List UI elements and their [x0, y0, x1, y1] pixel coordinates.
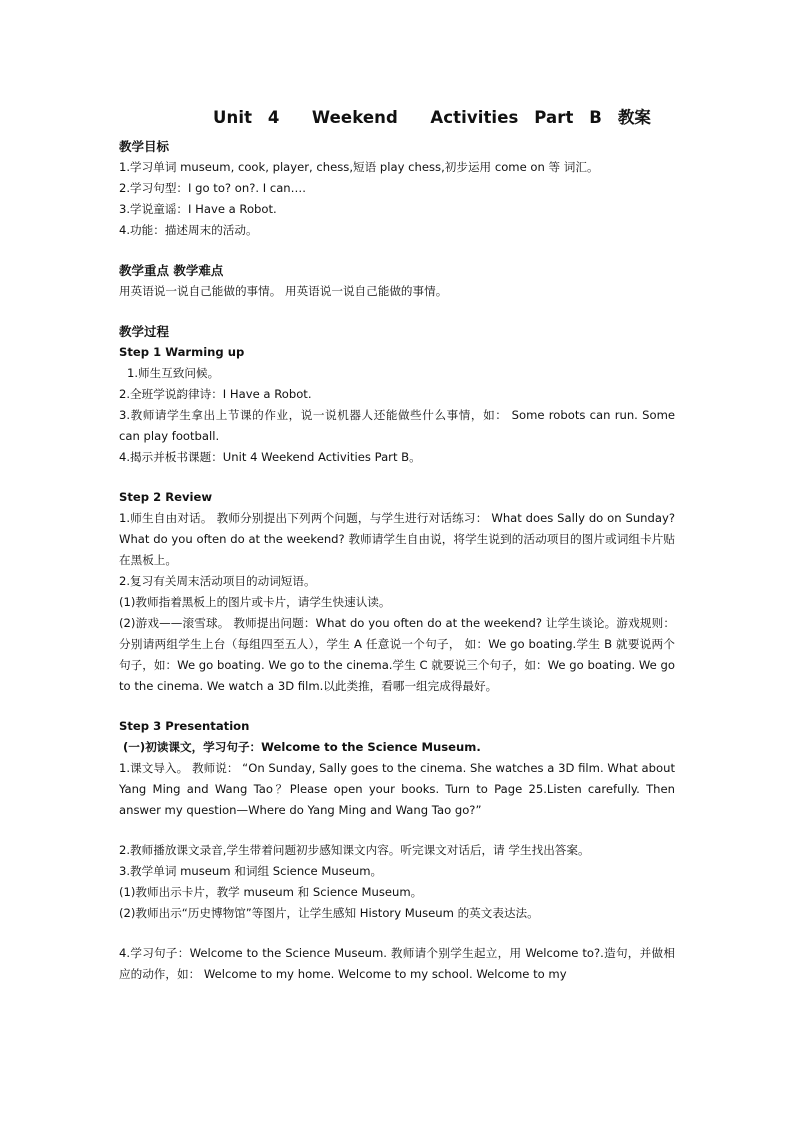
- objective-item: 3.学说童谣：I Have a Robot.: [119, 202, 277, 216]
- step3-item: 4.学习句子：Welcome to the Science Museum. 教师请个别学生起立，用 Welcome to?.造句，并做相应的动作，如： Welcome to my home. Welcome to my school. Welcome to my: [119, 946, 675, 981]
- step2-item: (1)教师指着黑板上的图片或卡片，请学生快速认读。: [119, 595, 391, 609]
- step2-heading: Step 2 Review: [119, 490, 213, 504]
- step3-item: (2)教师出示“历史博物馆”等图片，让学生感知 History Museum 的英文表达法。: [119, 906, 539, 920]
- step2-item: 1.师生自由对话。 教师分别提出下列两个问题，与学生进行对话练习： What does Sally do on Sunday? What do you often do at the weekend? 教师请学生自由说，将学生说到的活动项目的图片或词组卡片贴在黑板上。: [119, 511, 675, 567]
- section-heading-process: 教学过程: [119, 324, 170, 339]
- step1-item: 3.教师请学生拿出上节课的作业，说一说机器人还能做些什么事情，如： Some robots can run. Some can play football.: [119, 408, 675, 443]
- step2-item: 2.复习有关周末活动项目的动词短语。: [119, 574, 316, 588]
- step3-subheading: (一)初读课文，学习句子：Welcome to the Science Museum.: [123, 740, 481, 754]
- objective-item: 1.学习单词 museum, cook, player, chess,短语 play chess,初步运用 come on 等 词汇。: [119, 160, 599, 174]
- document-content: [119, 104, 675, 985]
- step1-item: 4.揭示并板书课题：Unit 4 Weekend Activities Part B。: [119, 450, 421, 464]
- step3-item: 1.课文导入。 教师说： “On Sunday, Sally goes to the cinema. She watches a 3D film. What about Yang Ming and Wang Tao？Please open your books. Turn to Page 25.Listen carefully. Then answer my question—Where do Yang Ming and Wang Tao go?”: [119, 761, 675, 817]
- step3-item: (1)教师出示卡片，教学 museum 和 Science Museum。: [119, 885, 423, 899]
- step3-item: 2.教师播放课文录音,学生带着问题初步感知课文内容。听完课文对话后，请 学生找出答案。: [119, 843, 590, 857]
- section-heading-key-points: 教学重点 教学难点: [119, 263, 224, 278]
- step1-item: 2.全班学说韵律诗：I Have a Robot.: [119, 387, 312, 401]
- section-heading-objectives: 教学目标: [119, 139, 170, 154]
- document-title: Unit 4 Weekend Activities Part B 教案: [212, 108, 652, 127]
- key-points-text: 用英语说一说自己能做的事情。 用英语说一说自己能做的事情。: [119, 284, 448, 298]
- step3-item: 3.教学单词 museum 和词组 Science Museum。: [119, 864, 383, 878]
- step2-item: (2)游戏——滚雪球。 教师提出问题：What do you often do at the weekend? 让学生谈论。游戏规则：分别请两组学生上台（每组四至五人），学生 A 任意说一个句子， 如：We go boating.学生 B 就要说两个句子，如：We go boating. We go to the cinema.学生 C 就要说三个句子，如：We go boating. We go to the cinema. We watch a 3D film.以此类推，看哪一组完成得最好。: [119, 616, 675, 693]
- objective-item: 2.学习句型：I go to? on?. I can….: [119, 181, 306, 195]
- objective-item: 4.功能：描述周末的活动。: [119, 223, 258, 237]
- step3-heading: Step 3 Presentation: [119, 719, 250, 733]
- step1-heading: Step 1 Warming up: [119, 345, 245, 359]
- step1-item: 1.师生互致问候。: [127, 366, 220, 380]
